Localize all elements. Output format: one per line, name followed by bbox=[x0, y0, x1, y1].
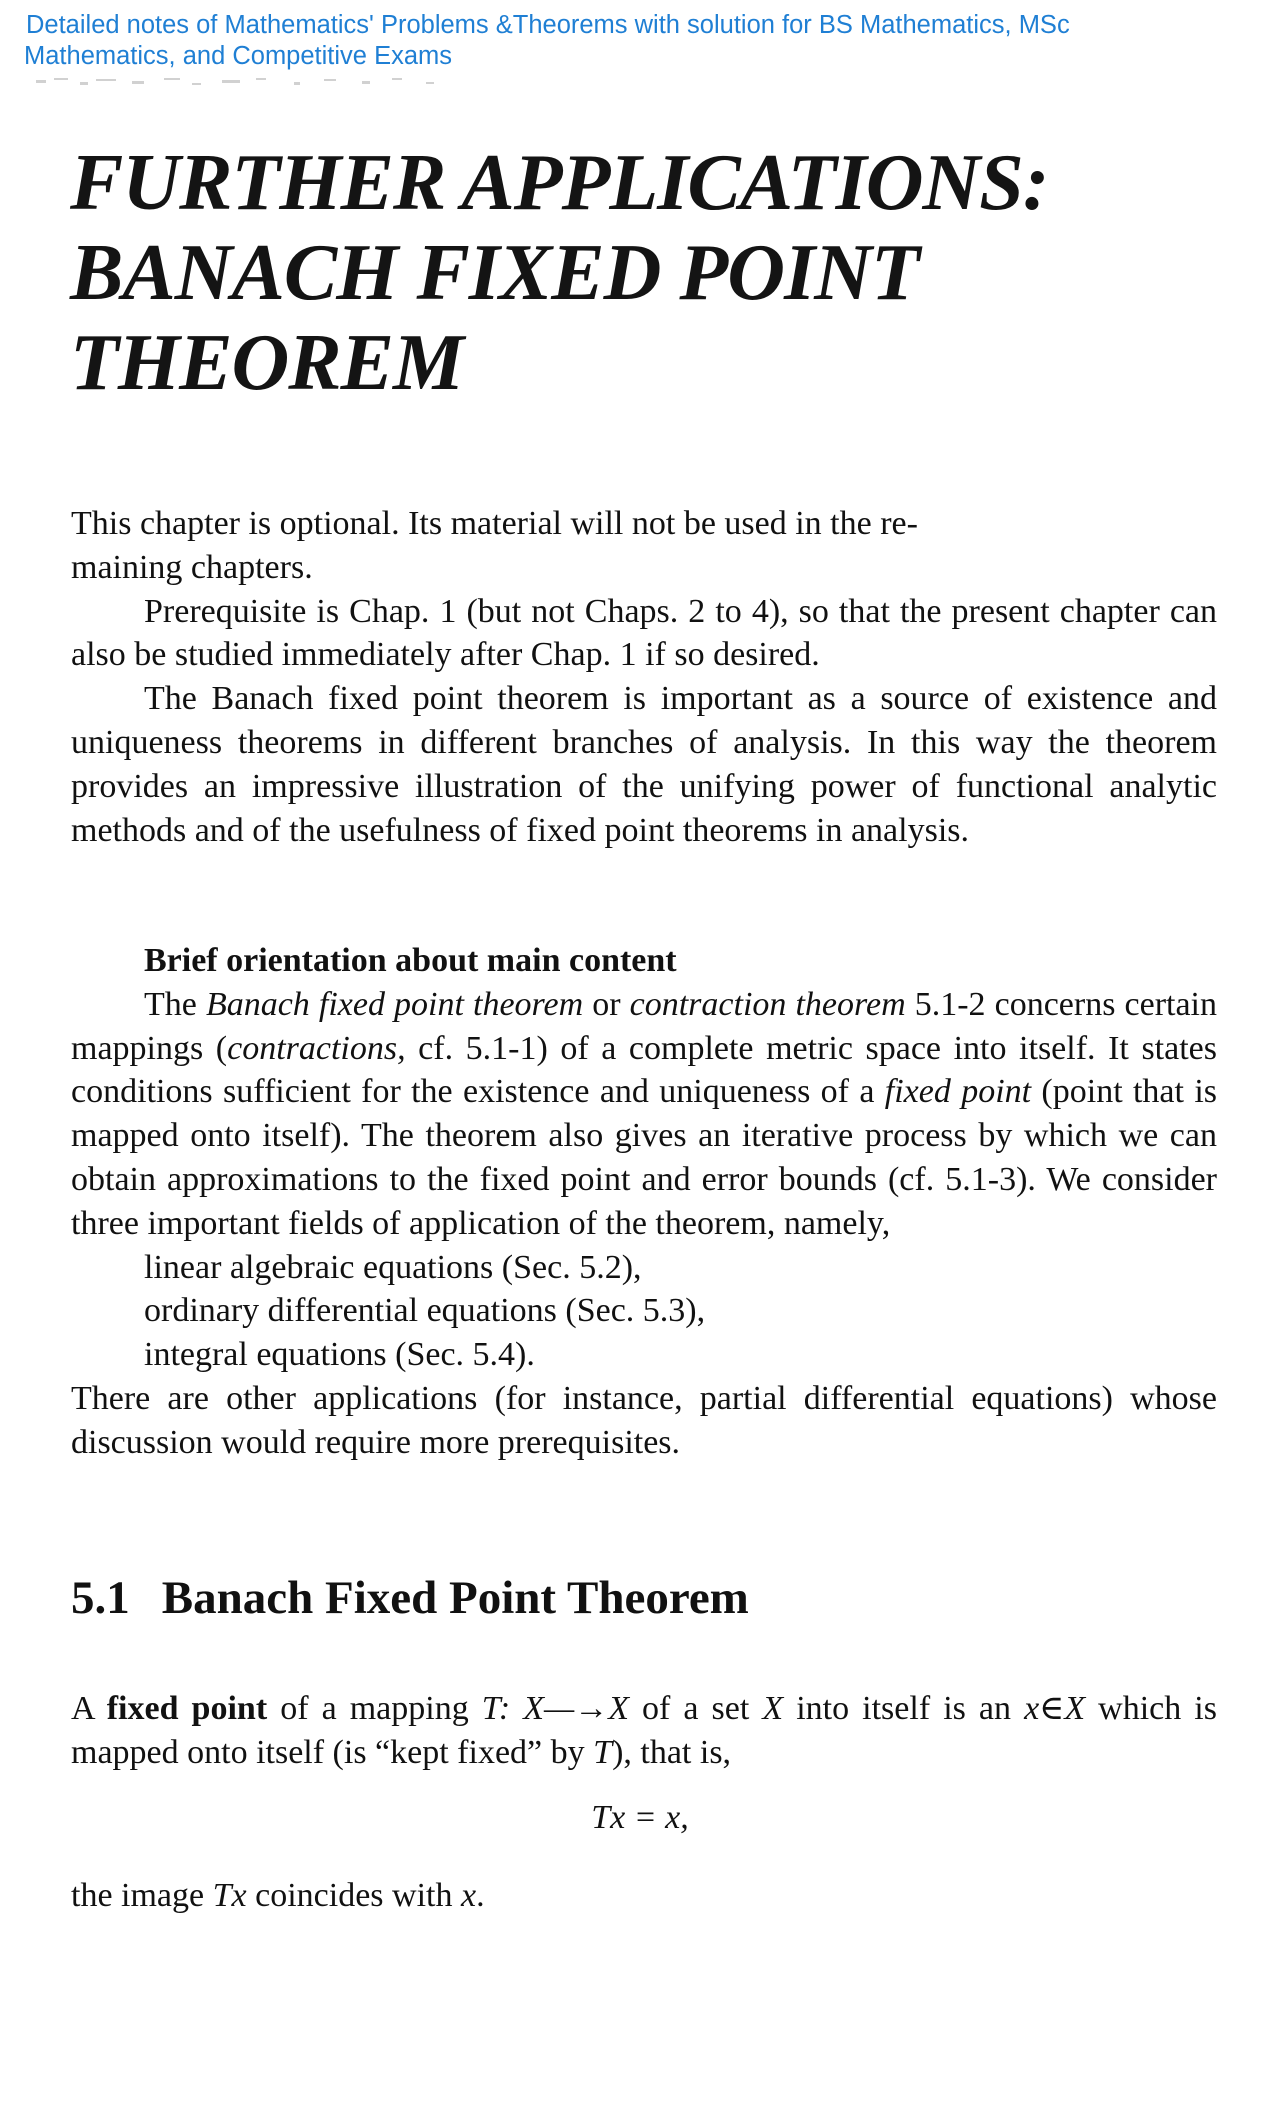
term-banach-fixed-point-theorem: Banach fixed point theorem bbox=[205, 985, 584, 1023]
orientation-text-start: The bbox=[144, 985, 206, 1023]
definition-text-e: which is mapped onto itself (is “kept fixed” by bbox=[71, 1690, 1217, 1771]
intro-p1-line-2: maining chapters. bbox=[71, 548, 313, 586]
fixed-point-definition bbox=[71, 1687, 1217, 1775]
image-expression: Tx bbox=[212, 1877, 247, 1914]
header-line-1: Detailed notes of Mathematics' Problems &Theorems with solution for BS Mathematics, MSc bbox=[26, 11, 1070, 39]
section-heading bbox=[71, 1570, 749, 1626]
definition-paragraph bbox=[71, 1687, 1217, 1775]
orientation-text-c: (point that is mapped onto itself). The theorem also gives an iterative process by which we can obtain approximations to the fixed point and error bounds (cf. 5.1-3). We consider three important fields of application of the theorem, namely, bbox=[71, 1073, 1217, 1242]
chapter-title-line-3: THEOREM bbox=[70, 319, 464, 407]
list-item: linear algebraic equations (Sec. 5.2), bbox=[144, 1248, 642, 1286]
section-number: 5.1 bbox=[71, 1572, 130, 1624]
intro-p1-line-1: This chapter is optional. Its material will not be used in the re- bbox=[71, 505, 918, 542]
image-text-a: the image bbox=[71, 1877, 213, 1914]
point-symbol: x bbox=[460, 1877, 477, 1914]
orientation-text-a: 5.1-2 concerns certain mappings ( bbox=[71, 985, 1217, 1067]
header-line-2: Mathematics, and Competitive Exams bbox=[24, 42, 452, 70]
orientation-closing-paragraph: There are other applications (for instance, partial differential equations) whose discussion would require more prerequisites. bbox=[71, 1379, 1217, 1461]
orientation-section bbox=[71, 939, 1217, 1465]
term-fixed-point-bold: fixed point bbox=[106, 1690, 268, 1727]
image-line-paragraph bbox=[71, 1874, 1217, 1918]
list-item: integral equations (Sec. 5.4). bbox=[144, 1336, 535, 1374]
header-link[interactable] bbox=[26, 10, 1266, 72]
definition-text-d: into itself is an bbox=[783, 1690, 1025, 1727]
orientation-text-b: cf. 5.1-1) of a complete metric space into itself. It states conditions sufficient for the existence and uniqueness of a bbox=[71, 1029, 1217, 1111]
section-title: Banach Fixed Point Theorem bbox=[161, 1572, 749, 1624]
definition-text-a: A bbox=[71, 1690, 107, 1727]
scan-artifact bbox=[32, 72, 442, 96]
intro-section bbox=[71, 502, 1217, 852]
orientation-text-or: or bbox=[583, 985, 630, 1023]
element-expression: x∈X bbox=[1024, 1690, 1086, 1727]
orientation-heading: Brief orientation about main content bbox=[144, 942, 677, 979]
intro-paragraph-2: Prerequisite is Chap. 1 (but not Chaps. 2 to 4), so that the present chapter can also be studied immediately after Chap. 1 if so desired. bbox=[71, 592, 1217, 674]
intro-paragraph-1 bbox=[71, 502, 1217, 590]
image-text-c: . bbox=[476, 1877, 485, 1914]
fixed-point-equation: Tx = x, bbox=[591, 1799, 689, 1836]
image-text-b: coincides with bbox=[246, 1877, 461, 1914]
mapping-expression: T: X—→X bbox=[481, 1690, 629, 1727]
intro-paragraph-3: The Banach fixed point theorem is important as a source of existence and uniqueness theorems in different branches of analysis. In this way the theorem provides an impressive illustration of the unifying power of functional analytic methods and of the usefulness of fixed point theorems in analysis. bbox=[71, 680, 1217, 849]
chapter-title bbox=[70, 138, 1048, 408]
term-contraction-theorem: contraction theorem bbox=[629, 985, 906, 1023]
term-contractions: contractions, bbox=[227, 1029, 406, 1067]
term-fixed-point: fixed point bbox=[884, 1073, 1032, 1111]
image-line bbox=[71, 1874, 1217, 1918]
definition-text-c: of a set bbox=[628, 1690, 763, 1727]
chapter-title-line-2: BANACH FIXED POINT bbox=[70, 229, 919, 317]
orientation-paragraph bbox=[71, 983, 1217, 1246]
definition-text-f: ), that is, bbox=[612, 1733, 732, 1771]
operator-symbol: T bbox=[593, 1733, 613, 1771]
chapter-title-line-1: FURTHER APPLICATIONS: bbox=[70, 139, 1049, 227]
list-item: ordinary differential equations (Sec. 5.3), bbox=[144, 1292, 706, 1330]
set-symbol: X bbox=[762, 1690, 784, 1727]
definition-text-b: of a mapping bbox=[267, 1690, 482, 1727]
